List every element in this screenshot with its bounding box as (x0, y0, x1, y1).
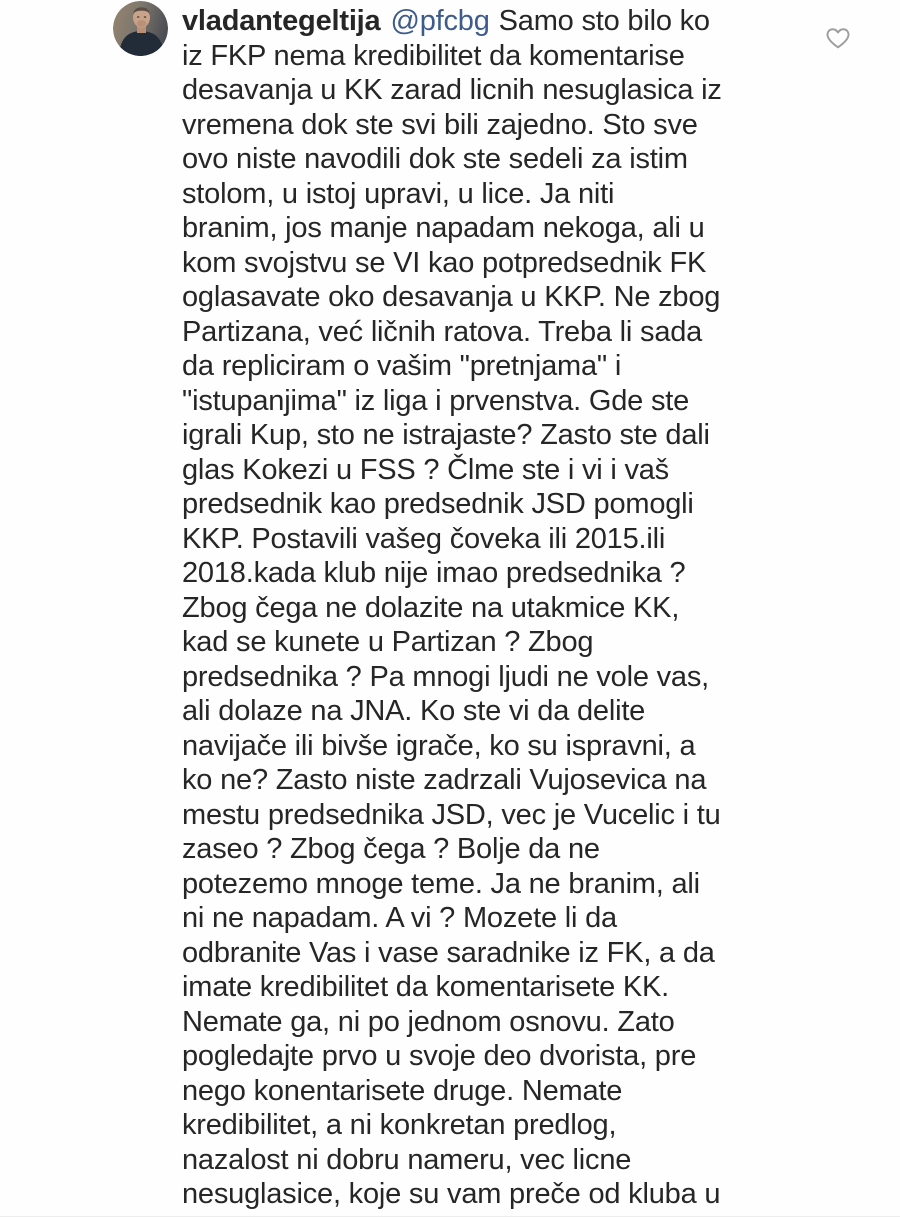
comment-line: nesuglasice, koje su vam preče od kluba u (182, 1178, 721, 1210)
comment-line: 2018.kada klub nije imao predsednika ? (182, 557, 686, 589)
comment-line: kad se kunete u Partizan ? Zbog (182, 626, 594, 658)
comment-line: desavanja u KK zarad licnih nesuglasica iz (182, 74, 722, 106)
comment-line: predsednika ? Pa mnogi ljudi ne vole vas, (182, 660, 710, 693)
username-link[interactable]: vladantegeltija (182, 5, 381, 37)
comment-line: potezemo mnoge teme. Ja ne branim, ali (182, 867, 700, 900)
comment-line: "istupanjima" iz liga i prvenstva. Gde ste (182, 384, 690, 417)
comment-line: ali dolaze na JNA. Ko ste vi da delite (182, 695, 646, 727)
comment-line: odbranite Vas i vase saradnike iz FK, a da (182, 936, 715, 969)
comment-line: zaseo ? Zbog čega ? Bolje da ne (182, 833, 600, 865)
heart-outline-icon (825, 26, 851, 50)
comment-line: nazalost ni dobru nameru, vec licne (182, 1143, 632, 1176)
comment-text (182, 4, 842, 1212)
comment-line: branim, jos manje napadam nekoga, ali u (182, 212, 705, 244)
comment-line: predsednik kao predsednik JSD pomogli (182, 488, 694, 520)
comment-line: navijače ili bivše igrače, ko su ispravni, a (182, 729, 696, 762)
comment-line: Partizana, već ličnih ratova. Treba li sada (182, 315, 703, 348)
comment-line: ko ne? Zasto niste zadrzali Vujosevica na (182, 764, 707, 796)
comment-line: igrali Kup, sto ne istrajaste? Zasto ste dali (182, 419, 710, 451)
comment-line: vremena dok ste svi bili zajedno. Sto sve (182, 108, 698, 141)
comment-line: iz FKP nema kredibilitet da komentarise (182, 39, 685, 72)
comment-line: mestu predsednika JSD, vec je Vucelic i tu (182, 798, 721, 831)
comment-line: Nemate ga, ni po jednom osnovu. Zato (182, 1005, 675, 1038)
comment-line: ni ne napadam. A vi ? Mozete li da (182, 902, 617, 934)
avatar[interactable] (113, 1, 168, 56)
comment-line: glas Kokezi u FSS ? Člme ste i vi i vaš (182, 453, 669, 486)
comment-line: nego konentarisete druge. Nemate (182, 1074, 623, 1107)
comment-line: imate kredibilitet da komentarisete KK. (182, 971, 670, 1003)
like-button[interactable] (823, 23, 853, 53)
comment-line: Zbog čega ne dolazite na utakmice KK, (182, 591, 680, 624)
comment-line: da repliciram o vašim "pretnjama" i (182, 350, 622, 382)
comment-line: kom svojstvu se VI kao potpredsednik FK (182, 246, 707, 279)
comment-line: ovo niste navodili dok ste sedeli za istim (182, 143, 688, 175)
comment-line: KKP. Postavili vašeg čoveka ili 2015.ili (182, 522, 666, 555)
comment-line (182, 4, 842, 39)
comment-line: pogledajte prvo u svoje deo dvorista, pre (182, 1040, 697, 1072)
comment-line: oglasavate oko desavanja u KKP. Ne zbog (182, 281, 721, 313)
mention-link[interactable]: @pfcbg (390, 5, 490, 37)
comment-line-text: Samo sto bilo ko (498, 5, 710, 37)
comment-line: stolom, u istoj upravi, u lice. Ja niti (182, 177, 615, 210)
profile-photo-icon (113, 1, 168, 56)
comment-line: kredibilitet, a ni konkretan predlog, (182, 1109, 617, 1141)
